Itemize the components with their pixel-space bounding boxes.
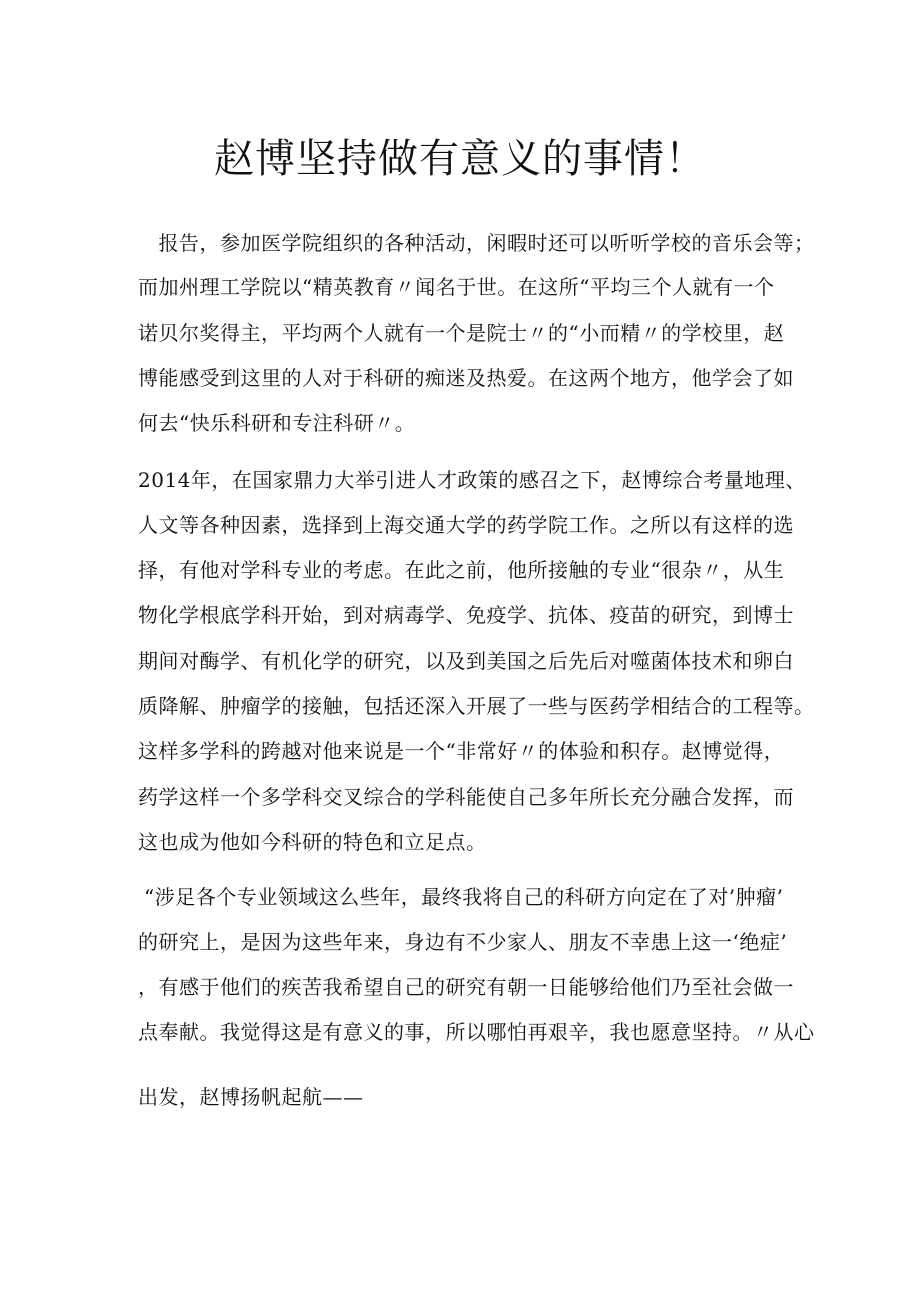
document-title: 赵博坚持做有意义的事情！ [214,136,706,182]
paragraph-line: 这样多学科的跨越对他来说是一个“非常好〃的体验和积存。赵博觉得， [138,739,785,763]
paragraph-line: 出发，赵博扬帆起航—— [138,1085,364,1109]
paragraph-line: 博能感受到这里的人对于科研的痴迷及热爱。在这两个地方，他学会了如 [138,366,794,390]
paragraph-line: 人文等各种因素，选择到上海交通大学的药学院工作。之所以有这样的选 [138,513,794,537]
paragraph-line: 诺贝尔奖得主，平均两个人就有一个是院士〃的“小而精〃的学校里，赵 [138,321,785,345]
paragraph-line: “涉足各个专业领域这么些年，最终我将自己的科研方向定在了对’肿瘤’ [144,885,784,909]
paragraph-line: 点奉献。我觉得这是有意义的事，所以哪怕再艰辛，我也愿意坚持。〃从心 [138,1020,815,1044]
paragraph-line: 质降解、肿瘤学的接触，包括还深入开展了一些与医药学相结合的工程等。 [138,694,815,718]
paragraph-line: 而加州理工学院以“精英教育〃闻名于世。在这所“平均三个人就有一个 [138,275,775,299]
paragraph-line: 2014年，在国家鼎力大举引进人才政策的感召之下，赵博综合考量地理、 [138,468,806,492]
paragraph-line: 报告，参加医学院组织的各种活动，闲暇时还可以听听学校的音乐会等； [138,231,815,255]
paragraph-line: 这也成为他如今科研的特色和立足点。 [138,830,487,854]
paragraph-line: ，有感于他们的疾苦我希望自己的研究有朝一日能够给他们乃至社会做一 [138,975,794,999]
paragraph-line: 期间对酶学、有机化学的研究，以及到美国之后先后对噬菌体技术和卵白 [138,649,794,673]
paragraph-line: 择，有他对学科专业的考虑。在此之前，他所接触的专业“很杂〃，从生 [138,558,785,582]
paragraph-line: 药学这样一个多学科交叉综合的学科能使自己多年所长充分融合发挥，而 [138,785,794,809]
paragraph-line: 的研究上，是因为这些年来，身边有不少家人、朋友不幸患上这一‘绝症’ [138,930,788,954]
paragraph-line: 物化学根底学科开始，到对病毒学、免疫学、抗体、疫苗的研究，到博士 [138,603,794,627]
paragraph-line: 何去“快乐科研和专注科研〃。 [138,411,416,435]
